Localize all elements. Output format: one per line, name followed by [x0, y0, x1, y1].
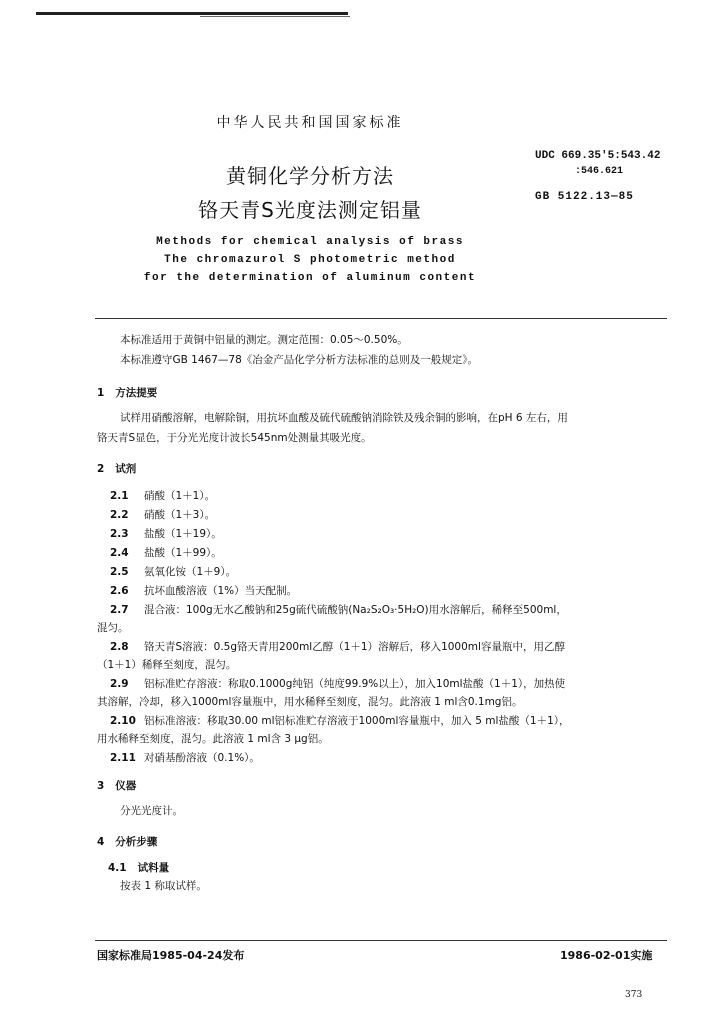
- footer-divider: [95, 940, 667, 941]
- title-en-line1: Methods for chemical analysis of brass: [156, 236, 464, 248]
- intro-compliance: 本标准遵守GB 1467—78《冶金产品化学分析方法标准的总则及一般规定》。: [120, 354, 479, 366]
- issue-date: 国家标准局1985-04-24发布: [97, 949, 245, 962]
- udc-code-cont: :546.621: [575, 166, 624, 177]
- section-title: 方法提要: [115, 387, 158, 399]
- reagent-2-10-cont: 用水稀释至刻度，混匀。此溶液 1 ml含 3 μg铝。: [97, 733, 329, 745]
- section-1-heading: [97, 385, 157, 400]
- reagent-2-3: 2.3 盐酸（1＋19）。: [110, 528, 222, 540]
- reagent-2-7: 2.7 混合液：100g无水乙酸钠和25g硫代硫酸钠(Na₂S₂O₃·5H₂O)用水溶解后，稀释至500ml，: [110, 604, 567, 616]
- reagent-2-9-cont: 其溶解，冷却，移入1000ml容量瓶中，用水稀释至刻度，混匀。此溶液 1 ml含0.1mg铝。: [97, 696, 523, 708]
- page-number: 373: [625, 990, 643, 1000]
- section-number: 1: [97, 387, 105, 399]
- section-1-text-line1: 试样用硝酸溶解，电解除铜，用抗坏血酸及硫代硫酸钠消除铁及残余铜的影响，在pH 6 左右，用: [120, 412, 568, 424]
- section-number: 2: [97, 463, 105, 475]
- header-divider: [95, 318, 667, 319]
- reagent-2-8-cont: （1＋1）稀释至刻度，混匀。: [97, 659, 237, 671]
- section-4-heading: [97, 834, 157, 849]
- section-title: 试料量: [137, 862, 170, 874]
- scan-edge-bar: [36, 12, 348, 15]
- title-cn-line1: 黄铜化学分析方法: [226, 164, 394, 188]
- reagent-2-2: 2.2 硝酸（1＋3）。: [110, 509, 216, 521]
- gb-code: GB 5122.13—85: [535, 191, 634, 203]
- section-title: 试剂: [115, 463, 137, 475]
- reagent-2-1: 2.1 硝酸（1＋1）。: [110, 490, 216, 502]
- section-title: 仪器: [115, 780, 137, 792]
- title-en-line3: for the determination of aluminum content: [143, 272, 477, 284]
- reagent-2-10: 2.10 铝标准溶液：移取30.00 ml铝标准贮存溶液于1000ml容量瓶中，加入 5 ml盐酸（1＋1），: [110, 715, 570, 727]
- reagent-2-4: 2.4 盐酸（1＋99）。: [110, 547, 222, 559]
- scan-edge-bar-thin: [200, 16, 350, 17]
- standard-org-heading: 中华人民共和国国家标准: [216, 115, 404, 131]
- subsection-4-1-heading: [108, 860, 169, 875]
- section-3-text: 分光光度计。: [120, 805, 183, 817]
- subsection-4-1-text: 按表 1 称取试样。: [120, 880, 207, 892]
- intro-scope: 本标准适用于黄铜中铝量的测定。测定范围：0.05～0.50%。: [120, 334, 408, 346]
- section-title: 分析步骤: [115, 836, 158, 848]
- reagent-2-5: 2.5 氨氧化铵（1＋9）。: [110, 566, 237, 578]
- section-3-heading: [97, 778, 136, 793]
- title-cn-line2: 铬天青S光度法测定铝量: [198, 198, 422, 222]
- udc-code: UDC 669.35'5:543.42: [535, 150, 661, 162]
- effective-date: 1986-02-01实施: [560, 949, 653, 962]
- reagent-2-9: 2.9 铝标准贮存溶液：称取0.1000g纯铝（纯度99.9%以上），加入10ml盐酸（1＋1），加热使: [110, 678, 566, 690]
- section-2-heading: [97, 461, 136, 476]
- section-number: 4: [97, 836, 105, 848]
- title-en-line2: The chromazurol S photometric method: [164, 254, 456, 266]
- reagent-2-11: 2.11 对硝基酚溶液（0.1%）。: [110, 752, 260, 764]
- section-number: 4.1: [108, 862, 127, 874]
- reagent-2-8: 2.8 铬天青S溶液：0.5g铬天青用200ml乙醇（1＋1）溶解后，移入1000ml容量瓶中，用乙醇: [110, 641, 565, 653]
- section-1-text-line2: 铬天青S显色，于分光光度计波长545nm处测量其吸光度。: [97, 432, 372, 444]
- reagent-2-7-cont: 混匀。: [97, 622, 129, 634]
- reagent-2-6: 2.6 抗坏血酸溶液（1%）当天配制。: [110, 585, 298, 597]
- section-number: 3: [97, 780, 105, 792]
